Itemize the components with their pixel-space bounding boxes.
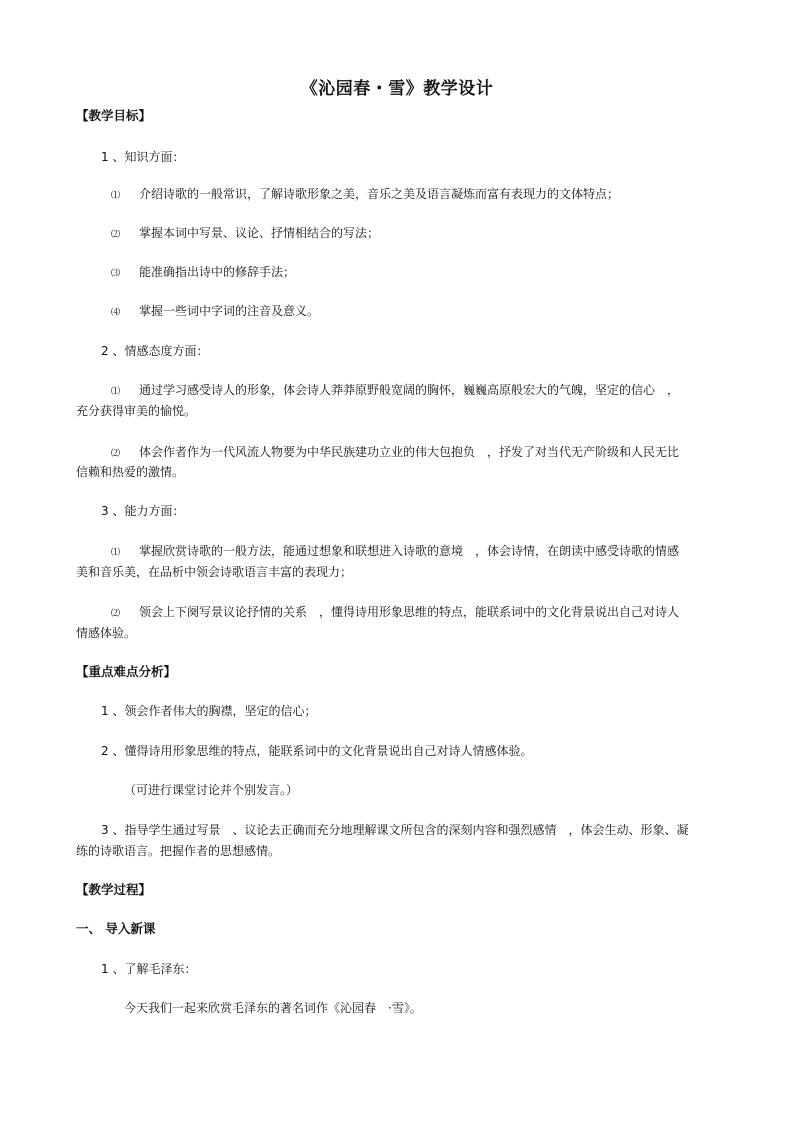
list-marker: ⑵: [111, 609, 121, 619]
key-point-2: 2 、懂得诗用形象思维的特点，能联系词中的文化背景说出自己对诗人情感体验。: [101, 744, 533, 758]
list-item-text: 介绍诗歌的一般常识，了解诗歌形象之美，音乐之美及语言凝炼而富有表现力的文体特点；: [139, 187, 620, 201]
key-point-3-line1: 3 、指导学生通过写景 、议论去正确而充分地理解课文所包含的深刻内容和强烈感情 ，体会生动、形象、凝: [101, 823, 689, 837]
list-marker: ⑵: [111, 449, 121, 459]
list-marker: ⑴: [111, 387, 121, 397]
knowledge-item-2: [111, 225, 379, 243]
key-point-3-line2: 练的诗歌语言。把握作者的思想感情。: [76, 844, 281, 858]
ability-item-2-line2: 情感体验。: [76, 626, 137, 640]
emotion-heading: 2 、情感态度方面：: [101, 344, 209, 358]
emotion-item-1-line1: [111, 382, 679, 400]
list-item-text: 体会作者作为一代风流人物要为中华民族建功立业的伟大包抱负 ，抒发了对当代无产阶级和人民无比: [139, 445, 680, 459]
list-item-text: 能准确指出诗中的修辞手法；: [139, 265, 296, 279]
list-marker: ⑵: [111, 230, 121, 240]
process-sub-1: 1 、了解毛泽东：: [101, 962, 197, 976]
ability-item-1-line1: [111, 543, 679, 561]
process-text-1: 今天我们一起来欣赏毛泽东的著名词作《沁园春 ·雪》。: [124, 1001, 422, 1015]
list-item-text: 领会上下阕写景议论抒情的关系 ，懂得诗用形象思维的特点，能联系词中的文化背景说出自己对诗人: [139, 605, 680, 619]
ability-item-1-line2: 美和音乐美，在品析中领会诗歌语言丰富的表现力；: [76, 565, 353, 579]
emotion-item-2-line2: 信赖和热爱的激情。: [76, 465, 185, 479]
page-title: 《沁园春・雪》教学设计: [300, 79, 494, 99]
knowledge-item-3: [111, 264, 295, 282]
section-heading-key-points: 【重点难点分析】: [76, 664, 177, 679]
list-marker: ⑴: [111, 191, 121, 201]
ability-heading: 3 、能力方面：: [101, 504, 185, 518]
list-marker: ⑶: [111, 269, 121, 279]
list-marker: ⑷: [111, 308, 121, 318]
knowledge-heading: 1 、知识方面：: [101, 150, 185, 164]
list-item-text: 掌握一些词中字词的注音及意义。: [139, 304, 320, 318]
process-step-1: 一、 导入新课: [76, 921, 156, 936]
section-heading-goals: 【教学目标】: [76, 108, 152, 123]
list-item-text: 掌握欣赏诗歌的一般方法，能通过想象和联想进入诗歌的意境 ，体会诗情，在朗读中感受诗歌的情感: [139, 544, 680, 558]
list-item-text: 掌握本词中写景、议论、抒情相结合的写法；: [139, 226, 380, 240]
key-point-note: （可进行课堂讨论并个别发言。）: [124, 783, 299, 797]
section-heading-process: 【教学过程】: [76, 882, 152, 897]
knowledge-item-1: [111, 186, 619, 204]
emotion-item-2-line1: [111, 444, 679, 462]
key-point-1: 1 、领会作者伟大的胸襟，坚定的信心；: [101, 704, 317, 718]
list-item-text: 通过学习感受诗人的形象，体会诗人莽莽原野般宽阔的胸怀，巍巍高原般宏大的气魄，坚定的信心 ，: [139, 383, 680, 397]
ability-item-2-line1: [111, 604, 679, 622]
knowledge-item-4: [111, 303, 319, 321]
emotion-item-1-line2: 充分获得审美的愉悦。: [76, 404, 197, 418]
list-marker: ⑴: [111, 548, 121, 558]
